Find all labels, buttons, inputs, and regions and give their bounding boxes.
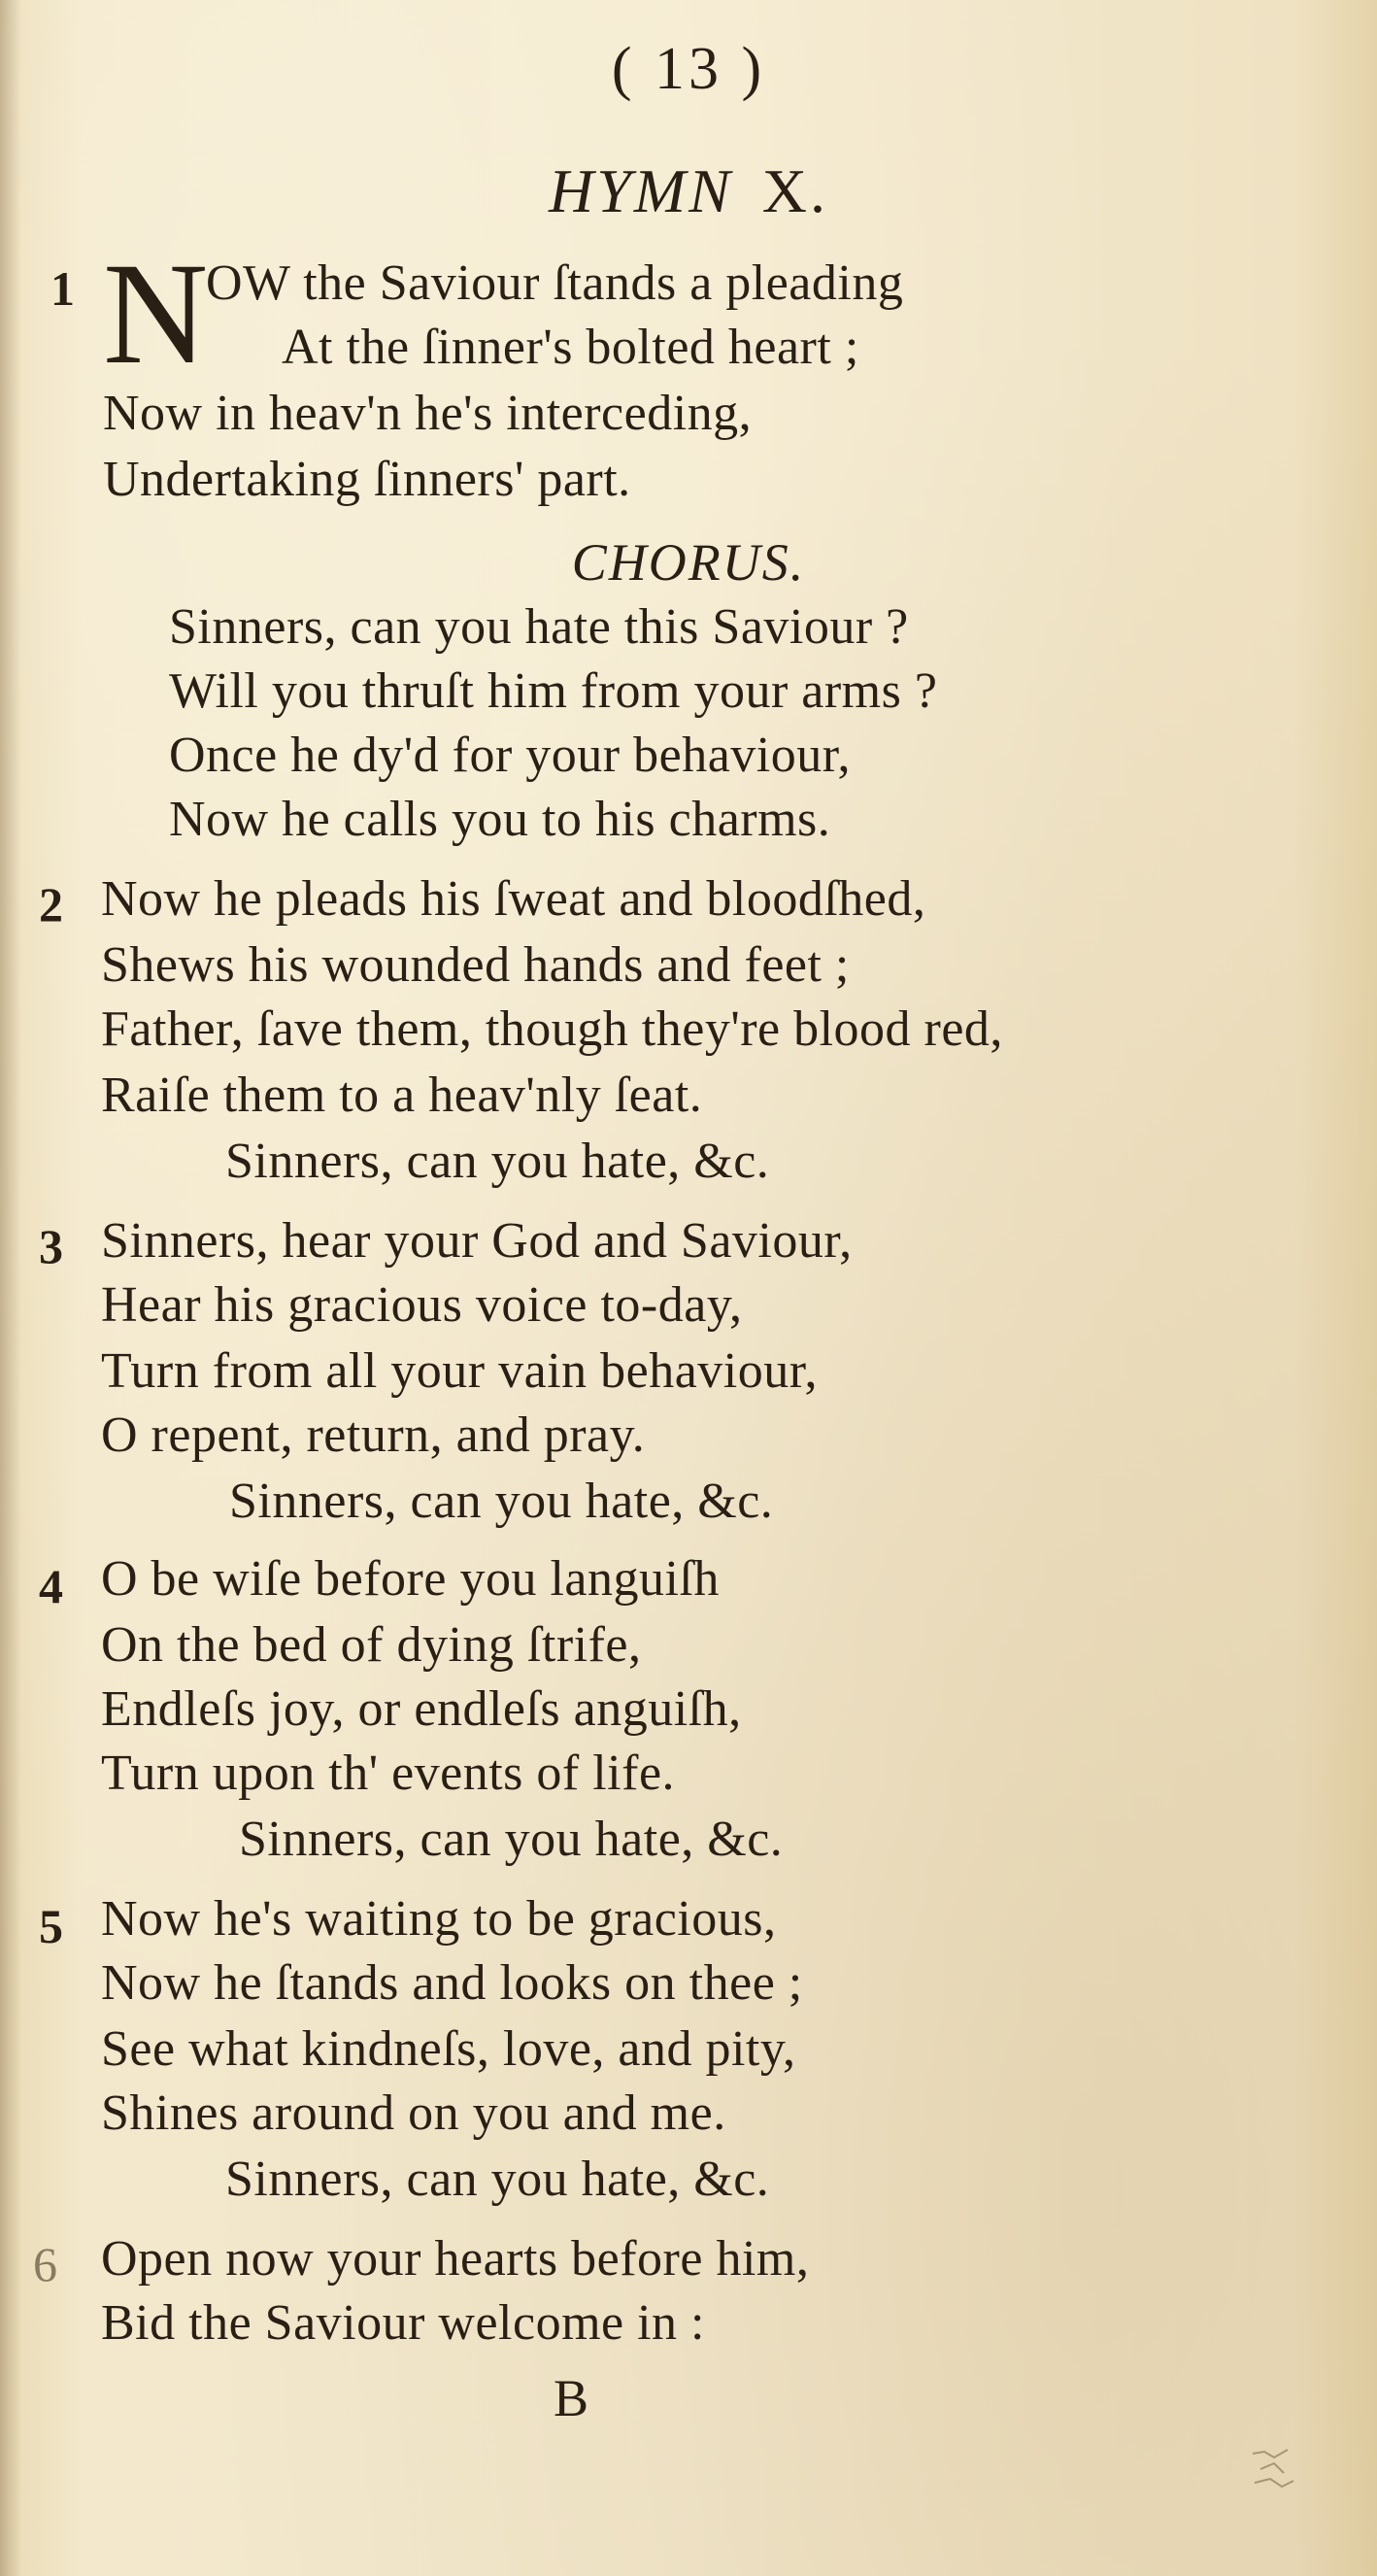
stanza-2-line-4: Raiſe them to a heav'nly ſeat. [101, 1068, 703, 1123]
stanza-3-line-3: Turn from all your vain behaviour, [101, 1343, 818, 1399]
stanza-1-line-4: Undertaking ſinners' part. [103, 452, 631, 507]
stanza-4-line-4: Turn upon th' events of life. [101, 1746, 676, 1801]
stanza-number-4: 4 [39, 1559, 63, 1613]
page-number: ( 13 ) [611, 36, 766, 102]
stanza-1-line-3: Now in heav'n he's interceding, [103, 386, 753, 441]
stanza-4-refrain: Sinners, can you hate, &c. [239, 1812, 784, 1867]
stanza-6-line-2: Bid the Saviour welcome in : [101, 2295, 706, 2351]
chorus-line-3: Once he dy'd for your behaviour, [169, 728, 851, 783]
stanza-5-refrain: Sinners, can you hate, &c. [225, 2152, 770, 2207]
stanza-number-5: 5 [39, 1899, 63, 1953]
stanza-4-line-1: O be wiſe before you languiſh [101, 1551, 720, 1607]
hymn-title-word: HYMN [548, 156, 733, 225]
stanza-3-line-4: O repent, return, and pray. [101, 1407, 646, 1463]
binding-shadow [0, 0, 21, 2576]
stanza-3-line-2: Hear his gracious voice to-day, [101, 1277, 743, 1333]
library-stamp-icon [1245, 2444, 1303, 2496]
stanza-3-line-1: Sinners, hear your God and Saviour, [101, 1213, 853, 1269]
chorus-line-4: Now he calls you to his charms. [169, 792, 831, 847]
stanza-1-line-1: OW the Saviour ſtands a pleading [206, 255, 904, 311]
stanza-2-line-1: Now he pleads his ſweat and bloodſhed, [101, 871, 926, 927]
stanza-5-line-2: Now he ſtands and looks on thee ; [101, 1955, 803, 2011]
hymn-title [0, 155, 1377, 227]
chorus-line-1: Sinners, can you hate this Saviour ? [169, 599, 909, 655]
hymn-numeral: X. [761, 156, 829, 225]
stanza-3-refrain: Sinners, can you hate, &c. [229, 1474, 774, 1529]
stanza-number-2: 2 [39, 877, 63, 932]
chorus-heading: CHORUS. [571, 533, 806, 592]
stanza-5-line-1: Now he's waiting to be gracious, [101, 1891, 777, 1947]
stanza-5-line-3: See what kindneſs, love, and pity, [101, 2021, 796, 2077]
stanza-number-1: 1 [50, 261, 75, 316]
stanza-2-line-3: Father, ſave them, though they're blood red, [101, 1001, 1003, 1057]
drop-cap: N [103, 233, 209, 394]
stanza-number-6: 6 [33, 2237, 57, 2291]
stanza-number-3: 3 [39, 1219, 63, 1273]
signature-mark: B [554, 2369, 589, 2427]
stanza-4-line-2: On the bed of dying ſtrife, [101, 1617, 642, 1673]
stanza-6-line-1: Open now your hearts before him, [101, 2231, 810, 2287]
stanza-1-line-2: At the ſinner's bolted heart ; [282, 320, 859, 375]
chorus-line-2: Will you thruſt him from your arms ? [169, 663, 938, 719]
stanza-2-line-2: Shews his wounded hands and feet ; [101, 937, 850, 993]
stanza-2-refrain: Sinners, can you hate, &c. [225, 1134, 770, 1189]
stanza-4-line-3: Endleſs joy, or endleſs anguiſh, [101, 1681, 742, 1737]
stanza-5-line-4: Shines around on you and me. [101, 2085, 726, 2141]
